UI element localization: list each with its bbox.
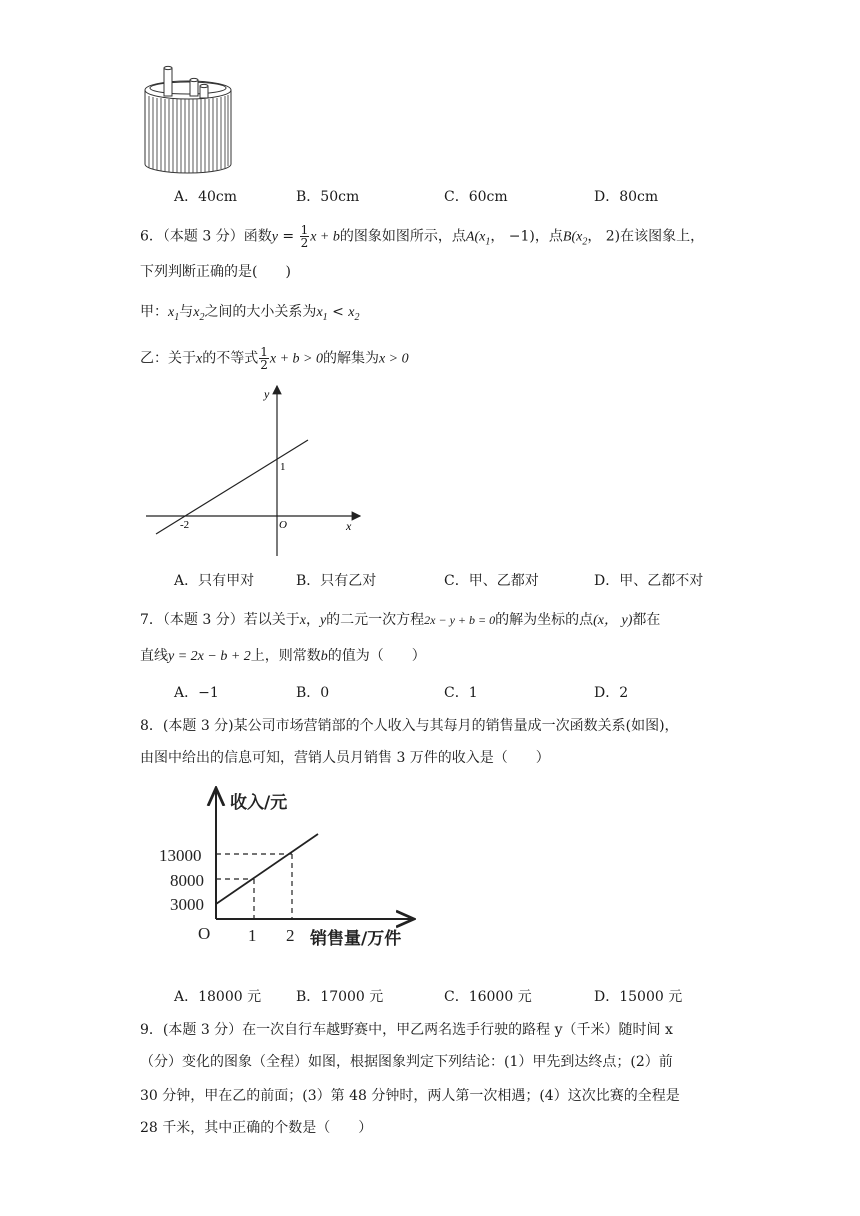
q6-statement-jia	[140, 302, 360, 328]
q6-stem-line1	[140, 224, 704, 252]
q6-yi-frac-den: 2	[260, 358, 268, 372]
q6-point-a-rest: ， −1)	[490, 228, 535, 245]
q7-bvar: b	[320, 649, 328, 664]
q8-income-graph	[150, 784, 450, 960]
q6-point-b: B(x	[562, 229, 583, 245]
q6-jia-ineq-lt: <	[327, 304, 349, 320]
q6-jia-c: 之间的大小关系为	[204, 304, 317, 320]
q9-stem-line2: （分）变化的图象（全程）如图，根据图象判定下列结论：(1）甲先到达终点；(2）前	[140, 1054, 673, 1070]
q6-func-frac	[300, 224, 310, 249]
q8-function-line	[216, 834, 318, 904]
q9-stem-line4: 28 千米，其中正确的个数是（ ）	[140, 1120, 373, 1136]
q5-option-a: A．40cm	[174, 189, 238, 205]
q6-comma1: ，点	[534, 228, 563, 245]
q8-option-a: A．18000 元	[174, 989, 262, 1005]
q8-x-tick-1: 1	[248, 926, 257, 945]
q6-y-intercept-label: 1	[280, 461, 286, 473]
q6-jia-ineq-x1: x	[316, 305, 323, 320]
q8-option-d: D．15000 元	[594, 989, 683, 1005]
q6-statement-yi	[140, 346, 409, 371]
q6-jia-x2: x	[193, 305, 200, 320]
q6-point-a: A(x	[465, 229, 486, 245]
q7-option-a: A．−1	[174, 685, 219, 701]
q6-yi-frac	[259, 346, 269, 371]
q6-line-graph	[140, 382, 370, 558]
q6-func-y: y	[271, 229, 278, 245]
q6-jia-sub1: 1	[174, 311, 180, 323]
q7-point: (x， y)	[593, 613, 633, 628]
q6-point-b-rest: ， 2)	[587, 228, 621, 245]
q7-equation: 2x − y + b = 0	[424, 613, 496, 627]
q7-l2c: 的值为（ ）	[327, 648, 426, 664]
q6-func-rest: x + b	[310, 229, 340, 245]
q6-stem-line2: 下列判断正确的是( )	[140, 264, 291, 280]
q7-c: 的二元一次方程	[326, 612, 425, 628]
q6-jia-ineq-x2: x	[348, 305, 355, 320]
q6-option-b: B．只有乙对	[296, 573, 377, 589]
q6-yi-expr: x + b > 0	[269, 351, 323, 367]
q8-stem-line2: 由图中给出的信息可知，营销人员月销售 3 万件的收入是（ ）	[140, 750, 550, 766]
q6-jia-ineq-sub1: 1	[322, 311, 328, 323]
q7-a: 7．（本题 3 分）若以关于	[140, 612, 300, 628]
q7-l2a: 直线	[140, 648, 168, 664]
q6-jia-a: 甲：	[140, 304, 168, 320]
q6-head-c: 在该图象上，	[620, 228, 705, 245]
q8-option-c: C．16000 元	[444, 989, 532, 1005]
q6-yi-a: 乙：关于	[140, 350, 196, 367]
q8-x-tick-2: 2	[286, 926, 295, 945]
q6-head-a: 6．（本题 3 分）函数	[140, 228, 272, 245]
q8-y-tick-8000: 8000	[170, 871, 204, 890]
q7-stem-line1	[140, 610, 660, 631]
q6-yi-sol: x > 0	[378, 351, 409, 367]
q6-option-c: C．甲、乙都对	[444, 573, 539, 589]
q6-option-d: D．甲、乙都不对	[594, 573, 704, 589]
q9-stem-line1: 9．(本题 3 分）在一次自行车越野赛中，甲乙两名选手行驶的路程 y（千米）随时间 x	[140, 1022, 673, 1038]
q8-y-label: 收入/元	[230, 793, 288, 813]
q6-x-label: x	[346, 519, 352, 533]
q8-x-label: 销售量/万件	[310, 929, 402, 949]
q7-option-d: D．2	[594, 685, 629, 701]
q7-option-c: C．1	[444, 685, 478, 701]
q6-func-frac-num: 1	[300, 223, 309, 237]
q5-option-c: C．60cm	[444, 189, 508, 205]
q8-option-b: B．17000 元	[296, 989, 384, 1005]
cylinder-figure	[140, 64, 240, 176]
q7-option-b: B．0	[296, 685, 330, 701]
q8-stem-line1: 8．(本题 3 分)某公司市场营销部的个人收入与其每月的销售量成一次函数关系(如图)，	[140, 718, 679, 734]
q6-func-frac-den: 2	[300, 236, 309, 250]
q5-option-b: B．50cm	[296, 189, 360, 205]
q6-option-a: A．只有甲对	[174, 573, 255, 589]
q6-point-b-sub: 2	[582, 236, 588, 248]
q6-yi-frac-num: 1	[260, 345, 268, 359]
q7-l2b: 上，则常数	[250, 648, 321, 664]
q6-jia-sub2: 2	[199, 311, 205, 323]
q6-jia-b: 与	[179, 304, 194, 320]
q6-yi-c: 的解集为	[322, 350, 379, 367]
q7-line-eq: y = 2x − b + 2	[168, 649, 251, 664]
q6-jia-ineq-sub2: 2	[354, 311, 360, 323]
q7-y: y	[319, 613, 327, 628]
q7-x: x	[299, 613, 306, 628]
q6-y-label: y	[264, 387, 270, 401]
q6-func-eq: =	[277, 228, 299, 245]
q6-origin-label: O	[279, 519, 287, 531]
q6-yi-x: x	[196, 351, 203, 367]
q8-y-tick-13000: 13000	[159, 846, 202, 865]
q5-option-d: D．80cm	[594, 189, 659, 205]
q6-yi-b: 的不等式	[202, 350, 259, 367]
q7-d: 的解为坐标的点	[495, 612, 594, 628]
q7-b: ，	[305, 612, 320, 628]
q9-stem-line3: 30 分钟，甲在乙的前面；(3）第 48 分钟时，两人第一次相遇；(4）这次比赛的全程是	[140, 1088, 680, 1104]
q7-stem-line2	[140, 646, 426, 667]
q6-head-b: 的图象如图所示，点	[339, 228, 466, 245]
q6-x-intercept-label: -2	[180, 519, 190, 531]
q6-point-a-sub: 1	[485, 236, 491, 248]
q8-origin-label: O	[198, 924, 211, 943]
q8-y-tick-3000: 3000	[170, 895, 204, 914]
q6-jia-x1: x	[168, 305, 175, 320]
q7-e: 都在	[632, 612, 661, 628]
